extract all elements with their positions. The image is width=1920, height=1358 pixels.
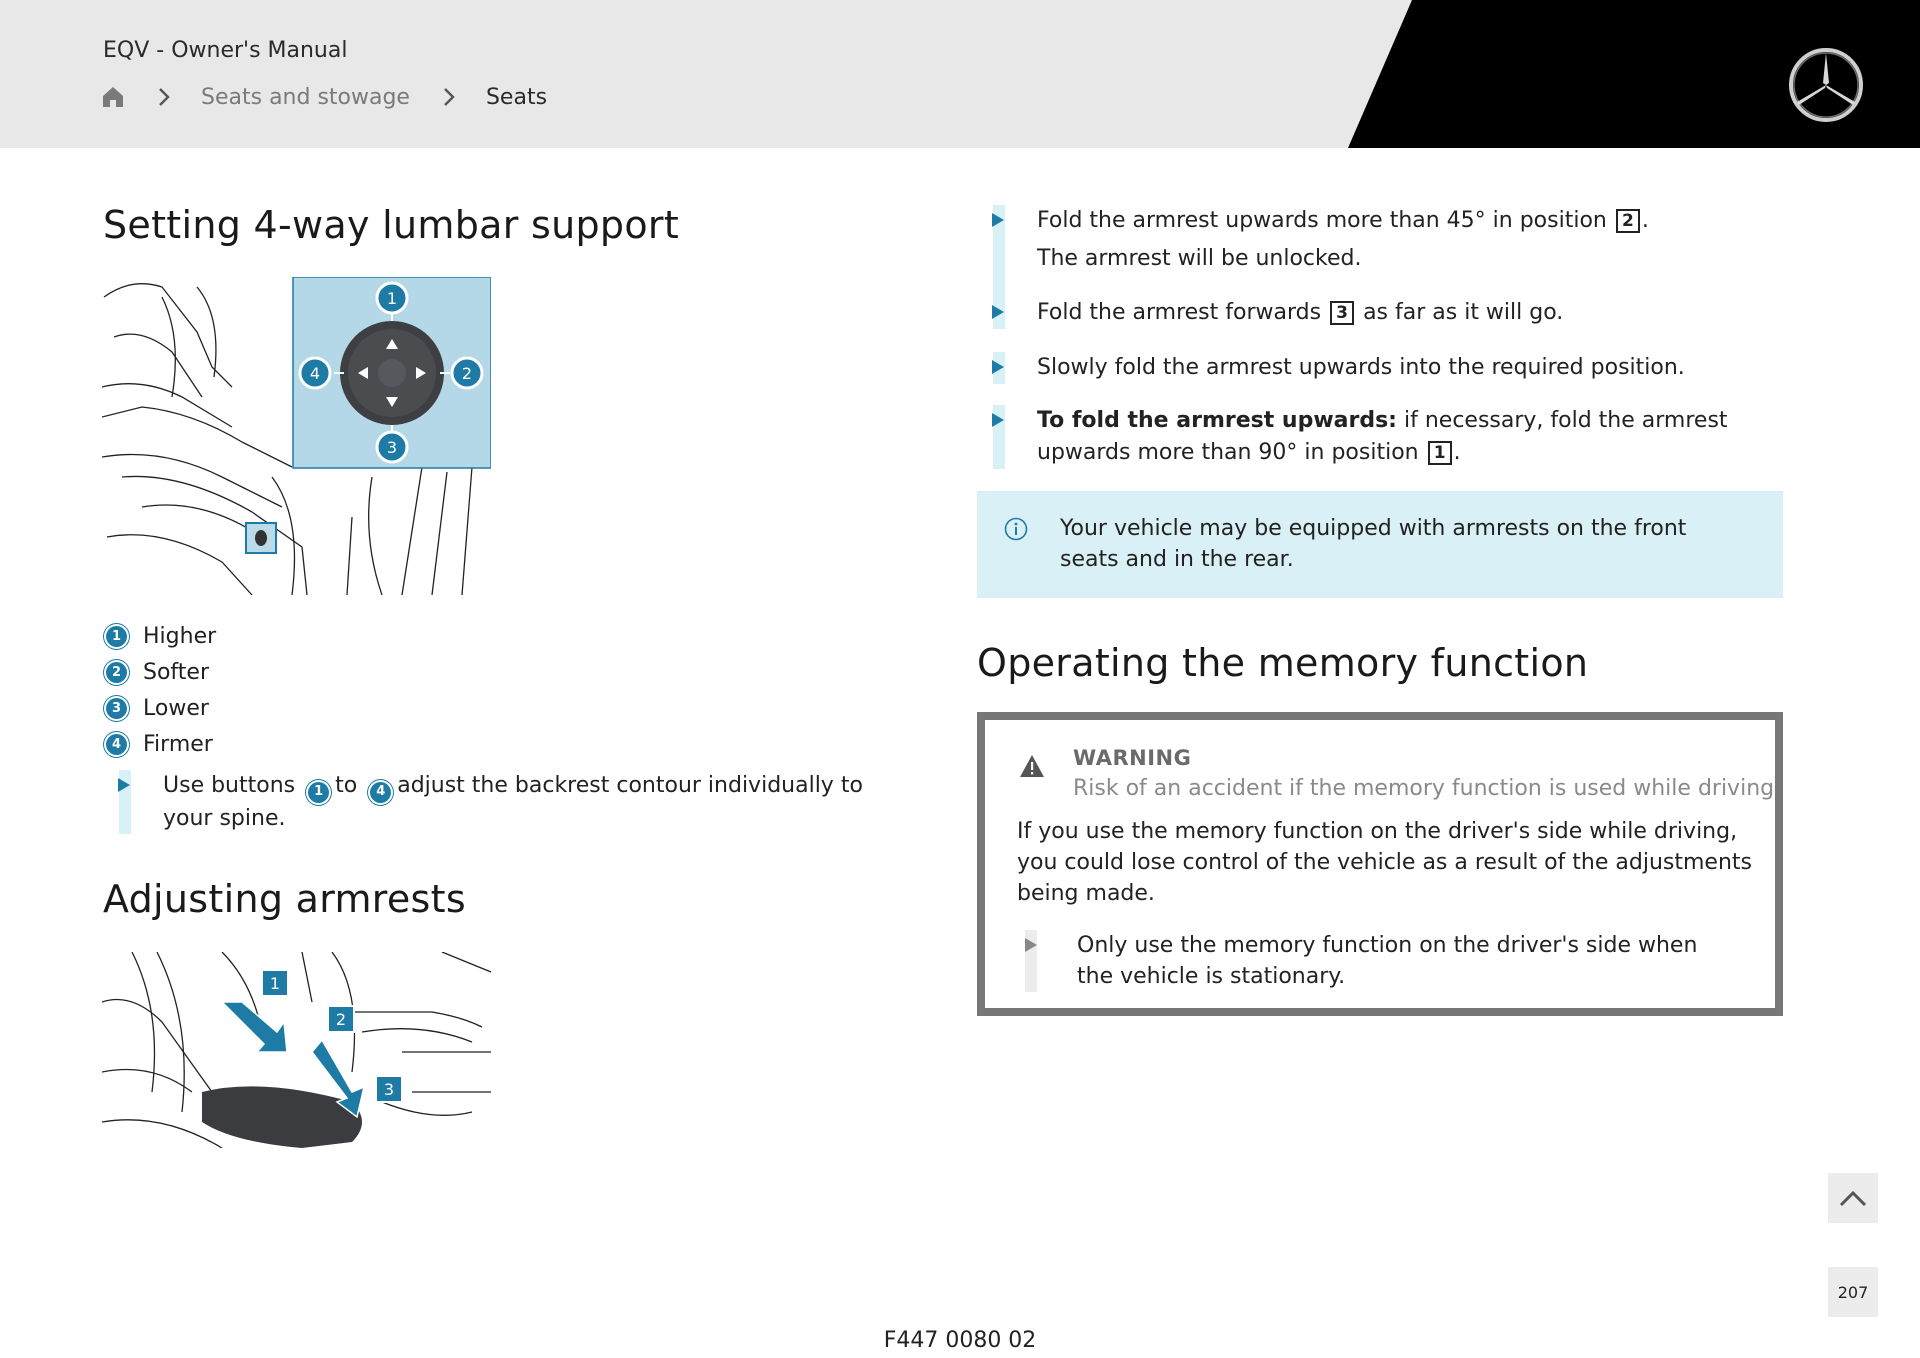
instruction-text: Use buttons <box>163 773 296 798</box>
lumbar-callout-4: 4 <box>309 364 321 383</box>
step-text: if necessary, fold the armrest upwards more than 90° in position <box>1037 408 1728 465</box>
callout-badge: 1 <box>106 626 127 647</box>
position-number-box: 3 <box>1330 301 1354 325</box>
header-black-panel <box>0 0 1920 148</box>
warning-body: If you use the memory function on the driver's side while driving, you could lose control of the vehicle as a result of the adjustments being made. <box>1017 819 1752 906</box>
step-text: . <box>1453 440 1461 465</box>
armrest-callout-3: 3 <box>383 1080 395 1099</box>
instruction-text: to <box>335 773 358 798</box>
chevron-right-icon <box>442 86 456 108</box>
step-arrow-icon <box>992 305 1004 319</box>
step-arrow-icon <box>118 778 130 792</box>
warning-box <box>977 712 1783 1016</box>
step-text: Fold the armrest upwards more than 45° in position <box>1037 208 1607 233</box>
callout-badge: 4 <box>106 734 127 755</box>
breadcrumb <box>101 82 547 112</box>
document-title: EQV - Owner's Manual <box>103 38 348 63</box>
lumbar-callout-3: 3 <box>386 438 398 457</box>
heading-adjusting-armrests: Adjusting armrests <box>103 877 466 921</box>
legend-label: Softer <box>143 659 209 685</box>
page-number: 207 <box>1828 1267 1878 1317</box>
armrest-callout-1: 1 <box>269 974 281 993</box>
info-icon <box>1004 517 1028 541</box>
warning-title: WARNING <box>1073 746 1192 770</box>
callout-badge: 1 <box>308 782 329 803</box>
info-text: Your vehicle may be equipped with armrests on the front seats and in the rear. <box>1060 516 1687 572</box>
legend-label: Lower <box>143 695 209 721</box>
scroll-to-top-button[interactable] <box>1828 1173 1878 1223</box>
armrest-illustration <box>102 952 491 1148</box>
step-text: Fold the armrest forwards <box>1037 300 1322 325</box>
callout-badge: 2 <box>106 662 127 683</box>
armrest-step-1 <box>1037 205 1777 275</box>
figure-code: F447 0080 02 <box>883 1328 1037 1353</box>
step-arrow-icon <box>992 213 1004 227</box>
instruction-text: adjust the backrest contour individually to your spine. <box>163 773 863 831</box>
step-result: The armrest will be unlocked. <box>1037 246 1362 271</box>
home-icon[interactable] <box>101 85 125 109</box>
chevron-up-icon <box>1838 1188 1868 1208</box>
legend-item <box>104 726 216 762</box>
step-arrow-icon <box>992 413 1004 427</box>
callout-badge: 4 <box>370 782 391 803</box>
armrest-step-3 <box>1037 352 1777 384</box>
lumbar-legend <box>104 618 216 762</box>
legend-item <box>104 618 216 654</box>
warning-step <box>1077 930 1717 992</box>
legend-item <box>104 654 216 690</box>
page-header <box>0 0 1920 148</box>
warning-subtitle: Risk of an accident if the memory function is used while driving <box>1073 776 1775 801</box>
callout-badge: 3 <box>106 698 127 719</box>
lumbar-support-illustration <box>102 277 491 595</box>
breadcrumb-seats: Seats <box>485 84 548 110</box>
lumbar-callout-2: 2 <box>461 364 473 383</box>
step-arrow-icon <box>992 360 1004 374</box>
position-number-box: 2 <box>1616 209 1640 233</box>
step-arrow-icon <box>1025 938 1037 952</box>
legend-label: Higher <box>143 623 217 649</box>
armrest-step-4 <box>1037 405 1777 469</box>
warning-triangle-icon <box>1019 754 1045 778</box>
info-box <box>977 491 1783 598</box>
lumbar-callout-1: 1 <box>386 289 398 308</box>
step-bold-text: To fold the armrest upwards: <box>1037 408 1397 433</box>
step-text: Slowly fold the armrest upwards into the required position. <box>1037 355 1685 380</box>
breadcrumb-seats-and-stowage[interactable]: Seats and stowage <box>201 84 410 110</box>
armrest-callout-2: 2 <box>335 1010 347 1029</box>
step-text: . <box>1641 208 1649 233</box>
mercedes-star-logo <box>1787 46 1865 124</box>
chevron-right-icon <box>157 86 171 108</box>
armrest-step-2 <box>1037 297 1777 329</box>
legend-label: Firmer <box>143 731 213 757</box>
heading-memory-function: Operating the memory function <box>977 641 1589 685</box>
step-text: as far as it will go. <box>1363 300 1564 325</box>
lumbar-instruction <box>163 770 883 835</box>
legend-item <box>104 690 216 726</box>
warning-step-text: Only use the memory function on the driver's side when the vehicle is stationary. <box>1077 933 1698 989</box>
position-number-box: 1 <box>1428 441 1452 465</box>
heading-lumbar-support: Setting 4-way lumbar support <box>103 203 680 247</box>
